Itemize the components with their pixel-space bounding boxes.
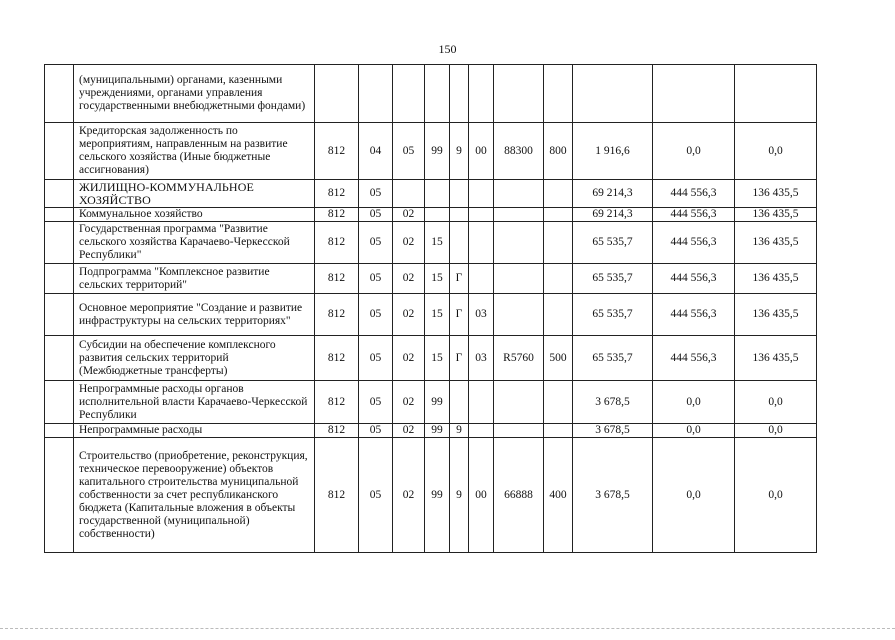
event-code-cell: [469, 264, 494, 294]
amount-year-2-cell: 0,0: [653, 123, 735, 180]
subprogram-code-cell: Г: [450, 264, 469, 294]
subsection-code-cell: 05: [393, 123, 425, 180]
expense-name-cell: Субсидии на обеспечение комплексного развития сельских территорий (Межбюджетные трансферты): [74, 336, 315, 381]
expense-type-cell: [544, 381, 573, 424]
event-code-cell: [469, 180, 494, 208]
subsection-code-cell: 02: [393, 336, 425, 381]
subsection-code-cell: 02: [393, 438, 425, 553]
direction-code-cell: [494, 180, 544, 208]
event-code-cell: 03: [469, 336, 494, 381]
table-row: [45, 222, 817, 264]
amount-year-2-cell: 0,0: [653, 438, 735, 553]
event-code-cell: [469, 208, 494, 222]
admin-code-cell: 812: [315, 208, 359, 222]
row-margin-cell: [45, 65, 74, 123]
subprogram-code-cell: [450, 381, 469, 424]
section-code-cell: 05: [359, 336, 393, 381]
amount-year-2-cell: 0,0: [653, 381, 735, 424]
program-code-cell: [425, 65, 450, 123]
admin-code-cell: [315, 65, 359, 123]
subsection-code-cell: 02: [393, 222, 425, 264]
admin-code-cell: 812: [315, 294, 359, 336]
subsection-code-cell: [393, 180, 425, 208]
amount-year-3-cell: 136 435,5: [735, 222, 817, 264]
amount-year-2-cell: [653, 65, 735, 123]
admin-code-cell: 812: [315, 123, 359, 180]
admin-code-cell: 812: [315, 438, 359, 553]
program-code-cell: 99: [425, 424, 450, 438]
expense-name-cell: Основное мероприятие "Создание и развитие инфраструктуры на сельских территориях": [74, 294, 315, 336]
subsection-code-cell: 02: [393, 294, 425, 336]
amount-year-3-cell: 136 435,5: [735, 294, 817, 336]
direction-code-cell: [494, 424, 544, 438]
program-code-cell: 15: [425, 336, 450, 381]
admin-code-cell: 812: [315, 180, 359, 208]
table-row: [45, 123, 817, 180]
direction-code-cell: 66888: [494, 438, 544, 553]
table-row: [45, 208, 817, 222]
program-code-cell: 15: [425, 264, 450, 294]
amount-year-2-cell: 444 556,3: [653, 336, 735, 381]
direction-code-cell: [494, 208, 544, 222]
table-row: [45, 180, 817, 208]
amount-year-3-cell: [735, 65, 817, 123]
expense-type-cell: [544, 65, 573, 123]
subsection-code-cell: 02: [393, 264, 425, 294]
amount-year-1-cell: 69 214,3: [573, 208, 653, 222]
row-margin-cell: [45, 336, 74, 381]
budget-table: [44, 64, 817, 553]
table-row: [45, 264, 817, 294]
section-code-cell: 05: [359, 180, 393, 208]
expense-name-cell: (муниципальными) органами, казенными учреждениями, органами управления государственными внебюджетными фондами): [74, 65, 315, 123]
section-code-cell: 05: [359, 438, 393, 553]
program-code-cell: [425, 208, 450, 222]
amount-year-1-cell: 65 535,7: [573, 222, 653, 264]
subprogram-code-cell: 9: [450, 424, 469, 438]
expense-name-cell: Подпрограмма "Комплексное развитие сельских территорий": [74, 264, 315, 294]
event-code-cell: [469, 222, 494, 264]
expense-type-cell: [544, 208, 573, 222]
expense-type-cell: 800: [544, 123, 573, 180]
direction-code-cell: [494, 264, 544, 294]
row-margin-cell: [45, 381, 74, 424]
subsection-code-cell: [393, 65, 425, 123]
table-row: [45, 336, 817, 381]
expense-name-cell: Строительство (приобретение, реконструкция, техническое перевооружение) объектов капитального строительства муниципальной собственности за счет республиканского бюджета (Капитальные вложения в объекты государственной (муниципальной) собственности): [74, 438, 315, 553]
section-code-cell: 05: [359, 381, 393, 424]
program-code-cell: [425, 180, 450, 208]
section-code-cell: [359, 65, 393, 123]
event-code-cell: 00: [469, 123, 494, 180]
expense-type-cell: [544, 264, 573, 294]
amount-year-1-cell: 3 678,5: [573, 438, 653, 553]
table-row: [45, 381, 817, 424]
amount-year-3-cell: 0,0: [735, 381, 817, 424]
amount-year-1-cell: 69 214,3: [573, 180, 653, 208]
amount-year-3-cell: 0,0: [735, 438, 817, 553]
amount-year-3-cell: 136 435,5: [735, 208, 817, 222]
expense-type-cell: [544, 222, 573, 264]
amount-year-1-cell: 65 535,7: [573, 336, 653, 381]
admin-code-cell: 812: [315, 381, 359, 424]
row-margin-cell: [45, 208, 74, 222]
event-code-cell: 03: [469, 294, 494, 336]
expense-type-cell: [544, 294, 573, 336]
expense-name-cell: Непрограммные расходы: [74, 424, 315, 438]
expense-name-cell: Непрограммные расходы органов исполнительной власти Карачаево-Черкесской Республики: [74, 381, 315, 424]
subprogram-code-cell: 9: [450, 438, 469, 553]
amount-year-1-cell: 65 535,7: [573, 294, 653, 336]
amount-year-2-cell: 444 556,3: [653, 208, 735, 222]
amount-year-2-cell: 444 556,3: [653, 222, 735, 264]
direction-code-cell: [494, 222, 544, 264]
section-code-cell: 05: [359, 264, 393, 294]
expense-type-cell: [544, 424, 573, 438]
table-row: [45, 424, 817, 438]
expense-type-cell: 400: [544, 438, 573, 553]
subprogram-code-cell: Г: [450, 294, 469, 336]
admin-code-cell: 812: [315, 336, 359, 381]
direction-code-cell: [494, 381, 544, 424]
direction-code-cell: [494, 294, 544, 336]
amount-year-1-cell: 3 678,5: [573, 424, 653, 438]
amount-year-2-cell: 444 556,3: [653, 180, 735, 208]
subprogram-code-cell: 9: [450, 123, 469, 180]
expense-type-cell: 500: [544, 336, 573, 381]
subprogram-code-cell: [450, 222, 469, 264]
program-code-cell: 99: [425, 381, 450, 424]
row-margin-cell: [45, 438, 74, 553]
table-row: [45, 65, 817, 123]
expense-name-cell: Коммунальное хозяйство: [74, 208, 315, 222]
amount-year-3-cell: 136 435,5: [735, 264, 817, 294]
subsection-code-cell: 02: [393, 208, 425, 222]
event-code-cell: [469, 381, 494, 424]
amount-year-1-cell: 65 535,7: [573, 264, 653, 294]
subsection-code-cell: 02: [393, 424, 425, 438]
section-code-cell: 05: [359, 208, 393, 222]
amount-year-3-cell: 0,0: [735, 424, 817, 438]
event-code-cell: [469, 65, 494, 123]
program-code-cell: 15: [425, 222, 450, 264]
section-code-cell: 05: [359, 294, 393, 336]
row-margin-cell: [45, 123, 74, 180]
amount-year-3-cell: 0,0: [735, 123, 817, 180]
event-code-cell: [469, 424, 494, 438]
section-code-cell: 05: [359, 222, 393, 264]
direction-code-cell: R5760: [494, 336, 544, 381]
program-code-cell: 99: [425, 123, 450, 180]
subprogram-code-cell: [450, 180, 469, 208]
row-margin-cell: [45, 424, 74, 438]
subprogram-code-cell: [450, 65, 469, 123]
amount-year-2-cell: 0,0: [653, 424, 735, 438]
admin-code-cell: 812: [315, 424, 359, 438]
amount-year-2-cell: 444 556,3: [653, 294, 735, 336]
row-margin-cell: [45, 222, 74, 264]
admin-code-cell: 812: [315, 264, 359, 294]
expense-name-cell: Кредиторская задолженность по мероприятиям, направленным на развитие сельского хозяйства (Иные бюджетные ассигнования): [74, 123, 315, 180]
expense-name-cell: Государственная программа "Развитие сельского хозяйства Карачаево-Черкесской Республики": [74, 222, 315, 264]
row-margin-cell: [45, 294, 74, 336]
subsection-code-cell: 02: [393, 381, 425, 424]
row-margin-cell: [45, 180, 74, 208]
page-number: 150: [438, 42, 457, 56]
table-row: [45, 438, 817, 553]
amount-year-3-cell: 136 435,5: [735, 180, 817, 208]
table-row: [45, 294, 817, 336]
section-code-cell: 04: [359, 123, 393, 180]
program-code-cell: 15: [425, 294, 450, 336]
event-code-cell: 00: [469, 438, 494, 553]
amount-year-1-cell: 3 678,5: [573, 381, 653, 424]
amount-year-3-cell: 136 435,5: [735, 336, 817, 381]
row-margin-cell: [45, 264, 74, 294]
expense-name-cell: ЖИЛИЩНО-КОММУНАЛЬНОЕ ХОЗЯЙСТВО: [74, 180, 315, 208]
subprogram-code-cell: [450, 208, 469, 222]
direction-code-cell: [494, 65, 544, 123]
amount-year-1-cell: [573, 65, 653, 123]
program-code-cell: 99: [425, 438, 450, 553]
direction-code-cell: 88300: [494, 123, 544, 180]
amount-year-1-cell: 1 916,6: [573, 123, 653, 180]
page-bottom-rule: [0, 628, 895, 629]
admin-code-cell: 812: [315, 222, 359, 264]
subprogram-code-cell: Г: [450, 336, 469, 381]
section-code-cell: 05: [359, 424, 393, 438]
expense-type-cell: [544, 180, 573, 208]
amount-year-2-cell: 444 556,3: [653, 264, 735, 294]
